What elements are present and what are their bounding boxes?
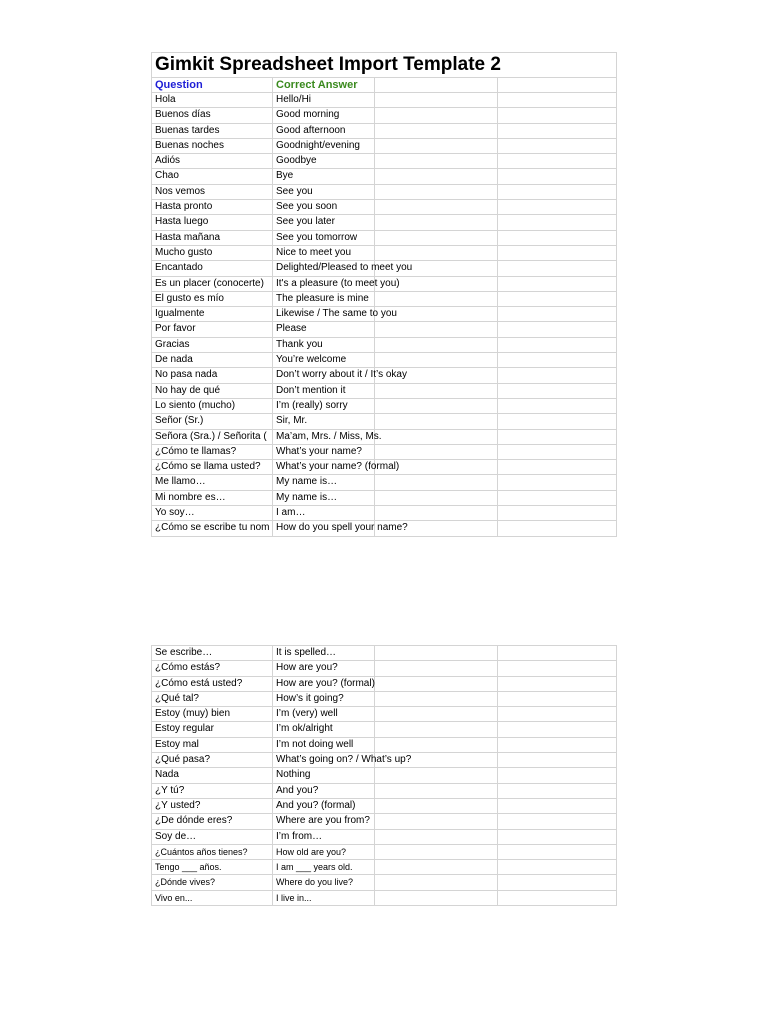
table-row — [152, 814, 617, 829]
header-row — [152, 78, 617, 93]
empty-cell — [375, 338, 498, 353]
empty-cell — [498, 322, 617, 337]
answer-cell: It's a pleasure (to meet you) — [273, 277, 375, 292]
answer-cell: I’m (very) well — [273, 707, 375, 722]
table-row — [152, 353, 617, 368]
spreadsheet-page-1 — [151, 52, 617, 537]
empty-cell — [375, 506, 498, 521]
sheet-title: Gimkit Spreadsheet Import Template 2 — [152, 53, 617, 78]
title-row — [152, 53, 617, 78]
empty-cell — [498, 445, 617, 460]
table-row — [152, 845, 617, 860]
table-row — [152, 139, 617, 154]
empty-cell — [498, 677, 617, 692]
empty-cell — [498, 860, 617, 875]
question-cell: Yo soy… — [152, 506, 273, 521]
table-row — [152, 753, 617, 768]
empty-cell — [498, 707, 617, 722]
question-cell: El gusto es mío — [152, 292, 273, 307]
empty-cell — [375, 445, 498, 460]
question-header: Question — [152, 78, 273, 93]
table-row — [152, 506, 617, 521]
table-row — [152, 445, 617, 460]
table-row — [152, 475, 617, 490]
answer-cell: Please — [273, 322, 375, 337]
empty-cell — [498, 722, 617, 737]
table-row — [152, 692, 617, 707]
answer-cell: See you — [273, 185, 375, 200]
empty-cell — [375, 430, 498, 445]
empty-cell — [375, 875, 498, 890]
question-cell: Por favor — [152, 322, 273, 337]
table-row — [152, 661, 617, 676]
empty-cell — [375, 124, 498, 139]
empty-cell — [498, 215, 617, 230]
empty-cell — [498, 661, 617, 676]
empty-cell — [375, 753, 498, 768]
answer-cell: See you soon — [273, 200, 375, 215]
empty-cell — [375, 692, 498, 707]
question-cell: ¿Cómo estás? — [152, 661, 273, 676]
empty-cell — [375, 722, 498, 737]
answer-cell: Goodnight/evening — [273, 139, 375, 154]
empty-cell — [375, 860, 498, 875]
empty-cell — [498, 784, 617, 799]
empty-cell — [375, 661, 498, 676]
table-row — [152, 399, 617, 414]
answer-cell: I am… — [273, 506, 375, 521]
question-cell: Hasta mañana — [152, 231, 273, 246]
empty-cell — [375, 845, 498, 860]
empty-cell — [375, 246, 498, 261]
empty-cell — [375, 814, 498, 829]
answer-cell: I’m not doing well — [273, 738, 375, 753]
answer-cell: Goodbye — [273, 154, 375, 169]
empty-cell — [498, 353, 617, 368]
answer-cell: I’m ok/alright — [273, 722, 375, 737]
empty-cell — [375, 307, 498, 322]
question-cell: Me llamo… — [152, 475, 273, 490]
question-cell: Nada — [152, 768, 273, 783]
empty-cell — [375, 399, 498, 414]
empty-cell — [375, 521, 498, 536]
table-row — [152, 215, 617, 230]
empty-cell — [375, 93, 498, 108]
empty-cell — [498, 307, 617, 322]
question-cell: Señora (Sra.) / Señorita ( — [152, 430, 273, 445]
question-cell: Hasta pronto — [152, 200, 273, 215]
answer-cell: Good afternoon — [273, 124, 375, 139]
question-cell: Estoy regular — [152, 722, 273, 737]
empty-cell — [375, 491, 498, 506]
empty-cell — [498, 891, 617, 906]
empty-cell — [375, 677, 498, 692]
question-cell: Buenas tardes — [152, 124, 273, 139]
question-cell: ¿Dónde vives? — [152, 875, 273, 890]
empty-cell — [498, 200, 617, 215]
answer-cell: Where do you live? — [273, 875, 375, 890]
answer-cell: I live in... — [273, 891, 375, 906]
question-cell: ¿Y usted? — [152, 799, 273, 814]
empty-cell — [498, 384, 617, 399]
empty-cell — [498, 368, 617, 383]
answer-cell: Likewise / The same to you — [273, 307, 375, 322]
table-row — [152, 830, 617, 845]
empty-cell — [498, 460, 617, 475]
empty-cell — [498, 154, 617, 169]
question-cell: Hola — [152, 93, 273, 108]
question-cell: ¿Cómo se llama usted? — [152, 460, 273, 475]
empty-cell — [498, 292, 617, 307]
answer-cell: Good morning — [273, 108, 375, 123]
empty-cell — [498, 799, 617, 814]
table-row — [152, 124, 617, 139]
empty-cell — [375, 646, 498, 661]
answer-cell: See you later — [273, 215, 375, 230]
table-row — [152, 860, 617, 875]
answer-cell: Thank you — [273, 338, 375, 353]
answer-cell: See you tomorrow — [273, 231, 375, 246]
empty-cell — [498, 753, 617, 768]
question-cell: Nos vemos — [152, 185, 273, 200]
table-row — [152, 261, 617, 276]
table-row — [152, 784, 617, 799]
empty-cell — [375, 292, 498, 307]
empty-cell — [498, 78, 617, 93]
question-cell: ¿Cómo está usted? — [152, 677, 273, 692]
empty-cell — [375, 799, 498, 814]
table-row — [152, 491, 617, 506]
table-row — [152, 768, 617, 783]
empty-cell — [498, 692, 617, 707]
table-row — [152, 200, 617, 215]
answer-cell: And you? — [273, 784, 375, 799]
table-row — [152, 108, 617, 123]
empty-cell — [498, 521, 617, 536]
question-cell: Es un placer (conocerte) — [152, 277, 273, 292]
table-row — [152, 368, 617, 383]
answer-cell: How’s it going? — [273, 692, 375, 707]
empty-cell — [498, 814, 617, 829]
table-row — [152, 246, 617, 261]
empty-cell — [498, 414, 617, 429]
spreadsheet-page-2 — [151, 645, 617, 906]
answer-cell: Don’t worry about it / It’s okay — [273, 368, 375, 383]
answer-cell: I’m (really) sorry — [273, 399, 375, 414]
table-row — [152, 322, 617, 337]
table-row — [152, 338, 617, 353]
empty-cell — [498, 93, 617, 108]
question-cell: Buenas noches — [152, 139, 273, 154]
table-row — [152, 875, 617, 890]
question-cell: No pasa nada — [152, 368, 273, 383]
question-cell: No hay de qué — [152, 384, 273, 399]
empty-cell — [498, 768, 617, 783]
table-row — [152, 722, 617, 737]
question-cell: Tengo ___ años. — [152, 860, 273, 875]
empty-cell — [375, 231, 498, 246]
question-cell: Mucho gusto — [152, 246, 273, 261]
question-cell: Lo siento (mucho) — [152, 399, 273, 414]
table-row — [152, 646, 617, 661]
answer-cell: Hello/Hi — [273, 93, 375, 108]
empty-cell — [498, 139, 617, 154]
question-cell: ¿Cómo te llamas? — [152, 445, 273, 460]
answer-cell: How are you? (formal) — [273, 677, 375, 692]
answer-cell: I’m from… — [273, 830, 375, 845]
empty-cell — [375, 200, 498, 215]
question-cell: Adiós — [152, 154, 273, 169]
table-row — [152, 169, 617, 184]
empty-cell — [375, 414, 498, 429]
empty-cell — [375, 139, 498, 154]
answer-cell: What’s going on? / What’s up? — [273, 753, 375, 768]
table-row — [152, 677, 617, 692]
empty-cell — [375, 475, 498, 490]
question-cell: Estoy mal — [152, 738, 273, 753]
empty-cell — [375, 460, 498, 475]
question-cell: ¿Cómo se escribe tu nom — [152, 521, 273, 536]
question-cell: ¿Cuántos años tienes? — [152, 845, 273, 860]
question-cell: ¿Y tú? — [152, 784, 273, 799]
empty-cell — [498, 738, 617, 753]
empty-cell — [498, 246, 617, 261]
answer-cell: How do you spell your name? — [273, 521, 375, 536]
table-row — [152, 707, 617, 722]
empty-cell — [375, 830, 498, 845]
question-cell: De nada — [152, 353, 273, 368]
question-cell: Vivo en... — [152, 891, 273, 906]
empty-cell — [498, 830, 617, 845]
table-row — [152, 738, 617, 753]
table-row — [152, 521, 617, 536]
answer-cell: How are you? — [273, 661, 375, 676]
empty-cell — [375, 353, 498, 368]
question-cell: Buenos días — [152, 108, 273, 123]
empty-cell — [498, 277, 617, 292]
table-row — [152, 154, 617, 169]
empty-cell — [375, 368, 498, 383]
table-row — [152, 307, 617, 322]
empty-cell — [498, 399, 617, 414]
empty-cell — [375, 891, 498, 906]
table-row — [152, 799, 617, 814]
empty-cell — [498, 646, 617, 661]
empty-cell — [498, 338, 617, 353]
table-row — [152, 414, 617, 429]
table-row — [152, 277, 617, 292]
question-cell: Se escribe… — [152, 646, 273, 661]
question-cell: Estoy (muy) bien — [152, 707, 273, 722]
answer-cell: My name is… — [273, 475, 375, 490]
question-cell: Gracias — [152, 338, 273, 353]
question-cell: Encantado — [152, 261, 273, 276]
table-row — [152, 430, 617, 445]
table-row — [152, 292, 617, 307]
empty-cell — [375, 261, 498, 276]
answer-cell: It is spelled… — [273, 646, 375, 661]
empty-cell — [498, 845, 617, 860]
table-row — [152, 185, 617, 200]
empty-cell — [498, 231, 617, 246]
question-cell: Señor (Sr.) — [152, 414, 273, 429]
empty-cell — [375, 322, 498, 337]
empty-cell — [375, 738, 498, 753]
empty-cell — [498, 185, 617, 200]
empty-cell — [375, 384, 498, 399]
empty-cell — [375, 78, 498, 93]
answer-cell: Ma’am, Mrs. / Miss, Ms. — [273, 430, 375, 445]
answer-cell: The pleasure is mine — [273, 292, 375, 307]
empty-cell — [498, 261, 617, 276]
empty-cell — [498, 506, 617, 521]
empty-cell — [498, 169, 617, 184]
empty-cell — [498, 491, 617, 506]
answer-cell: What’s your name? — [273, 445, 375, 460]
answer-cell: Nice to meet you — [273, 246, 375, 261]
answer-cell: Sir, Mr. — [273, 414, 375, 429]
question-cell: Soy de… — [152, 830, 273, 845]
empty-cell — [498, 475, 617, 490]
answer-cell: Don’t mention it — [273, 384, 375, 399]
answer-cell: Nothing — [273, 768, 375, 783]
question-cell: Chao — [152, 169, 273, 184]
answer-cell: I am ___ years old. — [273, 860, 375, 875]
empty-cell — [498, 124, 617, 139]
empty-cell — [375, 154, 498, 169]
answer-cell: Bye — [273, 169, 375, 184]
answer-cell: And you? (formal) — [273, 799, 375, 814]
answer-cell: Where are you from? — [273, 814, 375, 829]
answer-cell: Delighted/Pleased to meet you — [273, 261, 375, 276]
question-cell: Hasta luego — [152, 215, 273, 230]
empty-cell — [375, 784, 498, 799]
answer-header: Correct Answer — [273, 78, 375, 93]
question-cell: Mi nombre es… — [152, 491, 273, 506]
empty-cell — [498, 430, 617, 445]
answer-cell: How old are you? — [273, 845, 375, 860]
empty-cell — [375, 108, 498, 123]
empty-cell — [375, 277, 498, 292]
table-row — [152, 231, 617, 246]
empty-cell — [375, 707, 498, 722]
empty-cell — [375, 215, 498, 230]
answer-cell: What’s your name? (formal) — [273, 460, 375, 475]
empty-cell — [375, 768, 498, 783]
table-row — [152, 891, 617, 906]
empty-cell — [498, 875, 617, 890]
empty-cell — [375, 169, 498, 184]
question-cell: ¿Qué tal? — [152, 692, 273, 707]
question-cell: Igualmente — [152, 307, 273, 322]
answer-cell: You’re welcome — [273, 353, 375, 368]
empty-cell — [375, 185, 498, 200]
answer-cell: My name is… — [273, 491, 375, 506]
table-row — [152, 460, 617, 475]
table-row — [152, 384, 617, 399]
empty-cell — [498, 108, 617, 123]
question-cell: ¿De dónde eres? — [152, 814, 273, 829]
table-row — [152, 93, 617, 108]
question-cell: ¿Qué pasa? — [152, 753, 273, 768]
